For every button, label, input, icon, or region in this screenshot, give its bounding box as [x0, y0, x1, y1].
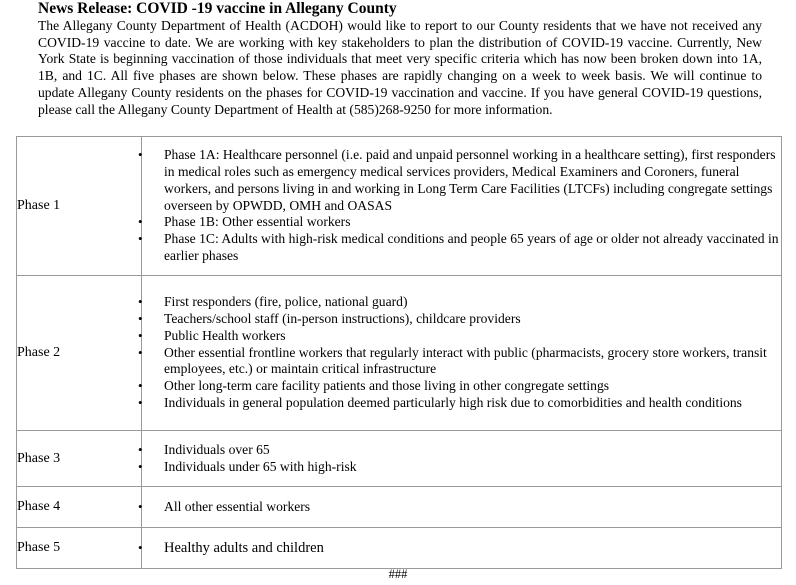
phases-table [16, 136, 782, 569]
phase-name: Phase 4 [17, 487, 142, 528]
phase-row [17, 431, 782, 487]
phase-items-list [142, 442, 781, 476]
phase-items-list [142, 499, 781, 516]
list-item: • Phase 1A: Healthcare personnel (i.e. paid and unpaid personnel working in a healthcare setting), first responders in medical roles such as emergency medical services providers, Medical Examiners and Coroners, funeral workers, and persons living in and working in Long Term Care Facilities (LTCFs) including congregate settings overseen by OPWDD, OMH and OASAS [142, 147, 781, 214]
phase-items-list [142, 147, 781, 265]
list-item: • Other essential frontline workers that regularly interact with public (pharmacists, grocery store workers, transit employees, etc.) or maintain critical infrastructure [142, 345, 781, 379]
list-item: • Individuals under 65 with high-risk [142, 459, 781, 476]
list-item: • Individuals in general population deemed particularly high risk due to comorbidities and health conditions [142, 395, 781, 412]
list-item: • Healthy adults and children [142, 540, 781, 557]
phase-name: Phase 3 [17, 431, 142, 487]
phase-name: Phase 2 [17, 276, 142, 431]
end-mark: ### [388, 567, 408, 581]
list-item: • Public Health workers [142, 328, 781, 345]
phase-items-list [142, 540, 781, 557]
list-item: • Teachers/school staff (in-person instructions), childcare providers [142, 311, 781, 328]
phase-row [17, 528, 782, 569]
release-title: News Release: COVID -19 vaccine in Allegany County [38, 0, 397, 17]
phase-name: Phase 5 [17, 528, 142, 569]
release-body: The Allegany County Department of Health (ACDOH) would like to report to our County residents that we have not received any COVID-19 vaccine to date. We are working with key stakeholders to plan the distribution of COVID-19 vaccine. Currently, New York State is beginning vaccination of those individuals that meet very specific criteria which has now been broken down into 1A, 1B, and 1C. All five phases are shown below. These phases are rapidly changing on a week to week basis. We will continue to update Allegany County residents on the phases for COVID-19 vaccination and vaccine. If you have general COVID-19 questions, please call the Allegany County Department of Health at (585)268-9250 for more information. [38, 18, 762, 117]
list-item: • Other long-term care facility patients and those living in other congregate settings [142, 378, 781, 395]
phase-items-list [142, 294, 781, 412]
phase-name: Phase 1 [17, 137, 142, 276]
phase-row [17, 137, 782, 276]
phase-row [17, 487, 782, 528]
list-item: • Phase 1C: Adults with high-risk medical conditions and people 65 years of age or older not already vaccinated in earlier phases [142, 231, 781, 265]
list-item: • Individuals over 65 [142, 442, 781, 459]
list-item: • Phase 1B: Other essential workers [142, 214, 781, 231]
list-item: • All other essential workers [142, 499, 781, 516]
phase-row [17, 276, 782, 431]
list-item: • First responders (fire, police, national guard) [142, 294, 781, 311]
